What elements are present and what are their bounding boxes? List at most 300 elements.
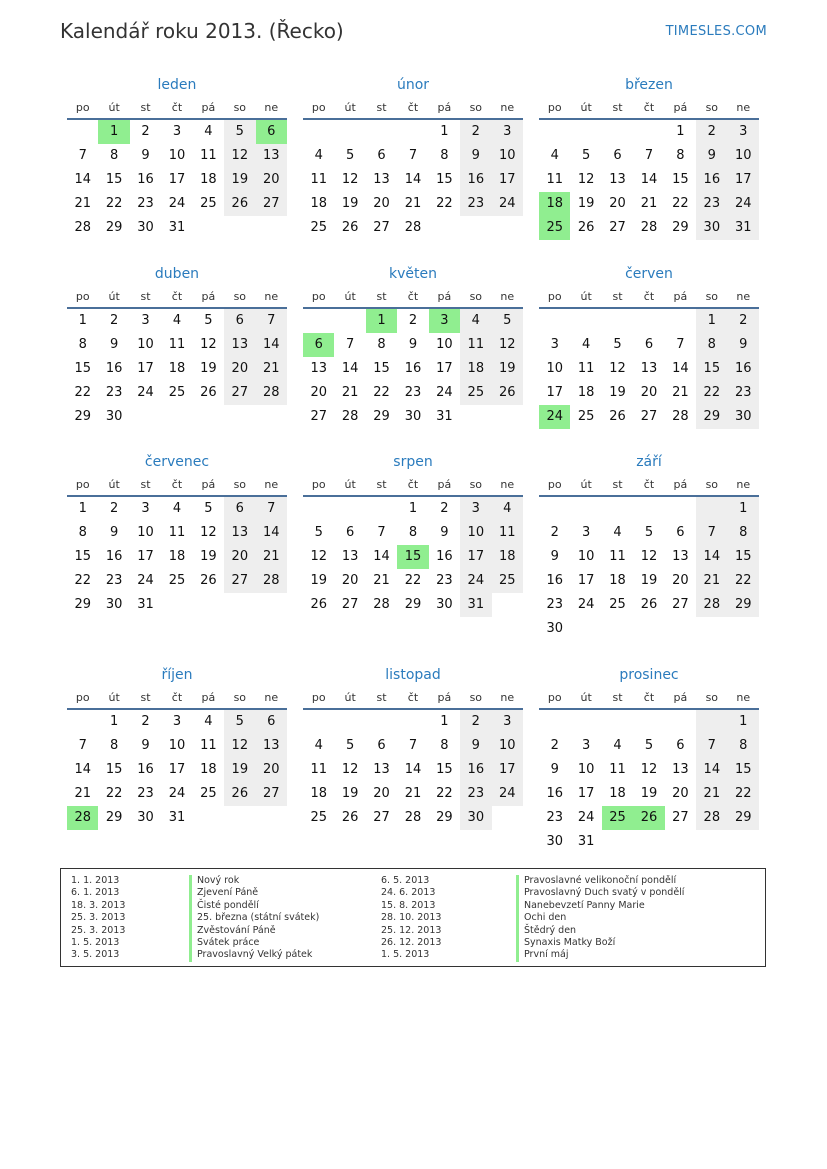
day-cell: 20 [672, 573, 689, 588]
day-cell: 20 [672, 786, 689, 801]
empty-cell [570, 710, 601, 734]
weekday-label: po [547, 290, 562, 303]
day-cell: 1 [676, 124, 685, 139]
day-cell: 10 [168, 148, 186, 163]
day-cell: 10 [577, 549, 595, 564]
day-cell: 6 [256, 710, 287, 734]
day-cell: 4 [492, 497, 523, 521]
site-link[interactable]: TIMESLES.COM [665, 24, 767, 39]
month-title: únor [396, 77, 430, 93]
day-cell: 22 [436, 196, 453, 211]
day-cell: 24 [728, 192, 759, 216]
day-cell: 29 [105, 810, 123, 825]
weekday-label: čt [643, 478, 655, 491]
weekday-header [303, 98, 523, 120]
day-cell: 21 [696, 569, 727, 593]
holiday-day-cell: 6 [256, 120, 287, 144]
day-cell: 17 [436, 361, 453, 376]
empty-cell [334, 120, 365, 144]
day-cell: 29 [728, 806, 759, 830]
day-cell: 16 [436, 549, 453, 564]
holiday-day-cell: 25 [602, 806, 633, 830]
empty-cell [334, 309, 365, 333]
day-cell: 9 [408, 337, 418, 352]
day-cell: 1 [408, 501, 418, 516]
day-cell: 6 [345, 525, 355, 540]
day-cell: 27 [672, 810, 689, 825]
day-cell: 17 [577, 786, 595, 801]
day-cell: 28 [373, 597, 390, 612]
legend-holiday-name: Nanebevzetí Panny Marie [516, 900, 684, 912]
day-cell: 20 [256, 758, 287, 782]
day-cell: 21 [404, 196, 422, 211]
month-title: listopad [385, 667, 441, 683]
day-cell: 5 [644, 525, 654, 540]
day-cell: 6 [676, 738, 685, 753]
day-cell: 9 [550, 549, 559, 564]
day-cell: 12 [609, 361, 626, 376]
day-cell: 12 [200, 337, 217, 352]
day-cell: 17 [460, 545, 491, 569]
empty-cell [67, 120, 98, 144]
day-cell: 31 [577, 834, 595, 849]
day-cell: 17 [168, 172, 186, 187]
day-cell: 29 [696, 405, 727, 429]
day-cell: 26 [224, 782, 255, 806]
legend-holiday-name: Ochi den [516, 912, 684, 924]
day-cell: 24 [137, 385, 154, 400]
day-cell: 8 [728, 521, 759, 545]
day-grid [67, 120, 287, 240]
day-cell: 15 [728, 545, 759, 569]
day-cell: 21 [373, 573, 390, 588]
day-cell: 15 [436, 762, 453, 777]
day-cell: 16 [105, 549, 123, 564]
day-cell: 26 [224, 192, 255, 216]
day-cell: 15 [105, 762, 123, 777]
day-cell: 13 [609, 172, 626, 187]
day-grid [539, 309, 759, 429]
day-cell: 24 [492, 192, 523, 216]
day-cell: 27 [640, 409, 658, 424]
day-cell: 9 [696, 144, 727, 168]
day-cell: 29 [404, 597, 422, 612]
day-cell: 3 [581, 525, 591, 540]
day-cell: 28 [341, 409, 359, 424]
day-cell: 15 [672, 172, 689, 187]
weekday-label: ne [264, 101, 279, 114]
day-cell: 20 [609, 196, 626, 211]
weekday-label: pá [437, 290, 452, 303]
day-cell: 18 [200, 172, 217, 187]
legend-names-right [516, 875, 684, 962]
day-cell: 4 [204, 714, 213, 729]
legend-holiday-name: První máj [516, 949, 684, 961]
day-cell: 26 [341, 810, 359, 825]
day-cell: 25 [492, 569, 523, 593]
empty-cell [665, 497, 696, 521]
weekday-label: po [311, 691, 326, 704]
month-title: leden [157, 77, 197, 93]
day-cell: 11 [609, 762, 626, 777]
day-cell: 16 [137, 762, 154, 777]
legend-holiday-date: 1. 5. 2013 [381, 949, 430, 961]
day-grid [303, 710, 523, 830]
empty-cell [602, 309, 633, 333]
day-cell: 14 [696, 758, 727, 782]
empty-cell [539, 120, 570, 144]
day-cell: 11 [168, 525, 186, 540]
day-cell: 6 [644, 337, 654, 352]
day-cell: 3 [172, 714, 182, 729]
month-leden [67, 72, 287, 240]
day-cell: 19 [492, 357, 523, 381]
weekday-label: po [547, 101, 562, 114]
day-cell: 1 [78, 501, 87, 516]
weekday-label: pá [437, 101, 452, 114]
day-cell: 12 [492, 333, 523, 357]
day-cell: 2 [550, 525, 559, 540]
day-cell: 16 [404, 361, 422, 376]
day-cell: 2 [550, 738, 559, 753]
legend-holiday-date: 25. 3. 2013 [71, 912, 126, 924]
day-cell: 2 [460, 710, 491, 734]
day-cell: 10 [137, 337, 154, 352]
month-březen [539, 72, 759, 240]
day-cell: 27 [373, 810, 390, 825]
weekday-label: ne [264, 691, 279, 704]
weekday-label: st [140, 691, 151, 704]
day-cell: 8 [408, 525, 418, 540]
day-cell: 22 [74, 573, 91, 588]
empty-cell [696, 497, 727, 521]
day-cell: 18 [168, 361, 186, 376]
weekday-label: út [344, 101, 356, 114]
day-cell: 11 [609, 549, 626, 564]
day-cell: 14 [74, 172, 91, 187]
empty-cell [334, 710, 365, 734]
day-cell: 17 [492, 758, 523, 782]
weekday-label: čt [171, 478, 183, 491]
day-cell: 10 [137, 525, 154, 540]
day-cell: 16 [696, 168, 727, 192]
weekday-label: so [705, 101, 719, 114]
day-cell: 22 [728, 569, 759, 593]
day-cell: 9 [460, 144, 491, 168]
day-cell: 22 [74, 385, 91, 400]
day-cell: 7 [408, 738, 418, 753]
month-title: prosinec [619, 667, 679, 683]
weekday-label: pá [673, 478, 688, 491]
weekday-label: ne [736, 478, 751, 491]
day-cell: 9 [141, 148, 150, 163]
empty-cell [696, 710, 727, 734]
day-grid [67, 710, 287, 830]
day-grid [303, 309, 523, 429]
day-cell: 4 [172, 501, 182, 516]
empty-cell [366, 497, 397, 521]
weekday-label: čt [643, 691, 655, 704]
day-cell: 29 [728, 593, 759, 617]
weekday-label: ne [736, 691, 751, 704]
legend-holiday-date: 6. 1. 2013 [71, 887, 120, 899]
day-cell: 8 [377, 337, 386, 352]
day-cell: 4 [550, 148, 559, 163]
day-cell: 27 [609, 220, 626, 235]
legend-holiday-name: Čisté pondělí [189, 900, 319, 912]
day-cell: 26 [577, 220, 595, 235]
weekday-label: st [612, 478, 623, 491]
day-cell: 8 [440, 148, 449, 163]
day-cell: 20 [341, 573, 359, 588]
day-cell: 30 [546, 621, 563, 636]
weekday-label: út [108, 691, 120, 704]
day-cell: 21 [256, 545, 287, 569]
day-cell: 18 [609, 573, 626, 588]
day-cell: 12 [310, 549, 327, 564]
weekday-label: st [140, 101, 151, 114]
day-cell: 18 [168, 549, 186, 564]
day-cell: 17 [492, 168, 523, 192]
day-cell: 23 [546, 810, 563, 825]
day-cell: 15 [105, 172, 123, 187]
weekday-header [67, 98, 287, 120]
weekday-header [67, 287, 287, 309]
day-cell: 26 [310, 597, 327, 612]
empty-cell [665, 710, 696, 734]
day-cell: 1 [78, 313, 87, 328]
day-cell: 4 [460, 309, 491, 333]
day-cell: 16 [728, 357, 759, 381]
day-cell: 3 [460, 497, 491, 521]
day-cell: 5 [204, 313, 213, 328]
day-cell: 28 [696, 806, 727, 830]
weekday-label: pá [201, 290, 216, 303]
day-cell: 2 [408, 313, 418, 328]
day-cell: 13 [672, 549, 689, 564]
weekday-label: st [376, 290, 387, 303]
month-title: červen [625, 266, 673, 282]
weekday-label: út [580, 691, 592, 704]
weekday-label: čt [407, 478, 419, 491]
legend-holiday-date: 24. 6. 2013 [381, 887, 436, 899]
day-cell: 10 [492, 734, 523, 758]
weekday-label: po [75, 290, 90, 303]
day-cell: 19 [640, 573, 658, 588]
legend-holiday-date: 1. 5. 2013 [71, 936, 120, 948]
day-cell: 7 [78, 148, 87, 163]
day-cell: 29 [74, 409, 91, 424]
day-cell: 15 [696, 357, 727, 381]
day-cell: 28 [256, 381, 287, 405]
day-cell: 27 [224, 569, 255, 593]
day-cell: 31 [728, 216, 759, 240]
day-cell: 20 [310, 385, 327, 400]
day-cell: 24 [436, 385, 453, 400]
day-cell: 6 [224, 309, 255, 333]
holiday-day-cell: 1 [366, 309, 397, 333]
day-cell: 30 [436, 597, 453, 612]
weekday-label: čt [171, 101, 183, 114]
day-cell: 26 [200, 385, 217, 400]
day-cell: 25 [310, 810, 327, 825]
day-cell: 23 [546, 597, 563, 612]
day-cell: 28 [640, 220, 658, 235]
day-cell: 6 [224, 497, 255, 521]
day-cell: 21 [74, 196, 91, 211]
day-cell: 4 [314, 738, 323, 753]
day-cell: 10 [728, 144, 759, 168]
legend-holiday-name: 25. března (státní svátek) [189, 912, 319, 924]
day-cell: 2 [728, 309, 759, 333]
weekday-label: so [469, 290, 483, 303]
day-cell: 25 [168, 573, 186, 588]
day-cell: 25 [460, 381, 491, 405]
day-cell: 27 [672, 597, 689, 612]
day-cell: 5 [644, 738, 654, 753]
day-cell: 7 [345, 337, 355, 352]
day-cell: 20 [640, 385, 658, 400]
day-cell: 4 [204, 124, 213, 139]
day-cell: 22 [373, 385, 390, 400]
legend-holiday-name: Pravoslavný Duch svatý v pondělí [516, 887, 684, 899]
day-cell: 8 [696, 333, 727, 357]
day-cell: 4 [613, 525, 622, 540]
day-cell: 24 [168, 786, 186, 801]
day-cell: 10 [460, 521, 491, 545]
legend-dates-right [381, 875, 441, 962]
day-cell: 10 [168, 738, 186, 753]
day-grid [67, 497, 287, 617]
weekday-label: so [705, 691, 719, 704]
empty-cell [633, 497, 664, 521]
day-cell: 1 [728, 710, 759, 734]
day-cell: 17 [137, 549, 154, 564]
day-cell: 11 [310, 762, 327, 777]
day-cell: 3 [141, 313, 150, 328]
day-cell: 2 [440, 501, 449, 516]
day-cell: 5 [581, 148, 591, 163]
legend-holiday-name: Svátek práce [189, 937, 319, 949]
legend-holiday-date: 26. 12. 2013 [381, 936, 442, 948]
weekday-label: po [547, 478, 562, 491]
day-cell: 30 [137, 810, 154, 825]
month-title: září [636, 454, 662, 470]
weekday-label: st [612, 691, 623, 704]
day-cell: 4 [314, 148, 323, 163]
day-cell: 30 [728, 405, 759, 429]
day-cell: 1 [440, 714, 449, 729]
day-cell: 19 [200, 549, 217, 564]
holiday-day-cell: 3 [429, 309, 460, 333]
legend-holiday-name: Zjevení Páně [189, 887, 319, 899]
month-title: březen [625, 77, 673, 93]
day-cell: 15 [74, 361, 91, 376]
day-cell: 30 [696, 216, 727, 240]
day-cell: 18 [310, 196, 327, 211]
empty-cell [602, 497, 633, 521]
day-cell: 7 [377, 525, 386, 540]
holiday-day-cell: 24 [539, 405, 570, 429]
day-cell: 14 [404, 762, 422, 777]
day-cell: 11 [200, 148, 217, 163]
day-grid [303, 120, 523, 240]
weekday-header [539, 287, 759, 309]
day-cell: 23 [460, 782, 491, 806]
day-cell: 15 [373, 361, 390, 376]
day-cell: 29 [373, 409, 390, 424]
empty-cell [303, 710, 334, 734]
day-cell: 30 [404, 409, 422, 424]
day-cell: 17 [137, 361, 154, 376]
day-cell: 30 [546, 834, 563, 849]
weekday-label: ne [500, 101, 515, 114]
day-cell: 19 [577, 196, 595, 211]
day-cell: 17 [728, 168, 759, 192]
day-cell: 21 [640, 196, 658, 211]
legend-holiday-date: 25. 3. 2013 [71, 924, 126, 936]
legend-names-left [189, 875, 319, 962]
weekday-label: ne [264, 478, 279, 491]
day-cell: 22 [105, 196, 123, 211]
day-cell: 31 [137, 597, 154, 612]
day-cell: 4 [613, 738, 622, 753]
day-cell: 22 [728, 782, 759, 806]
day-cell: 19 [200, 361, 217, 376]
day-cell: 13 [256, 734, 287, 758]
empty-cell [633, 120, 664, 144]
day-cell: 28 [404, 810, 422, 825]
day-cell: 16 [460, 758, 491, 782]
month-title: duben [154, 266, 200, 282]
day-cell: 2 [460, 120, 491, 144]
weekday-label: st [140, 478, 151, 491]
empty-cell [366, 710, 397, 734]
day-cell: 9 [109, 337, 119, 352]
day-cell: 13 [341, 549, 359, 564]
day-cell: 24 [577, 597, 595, 612]
day-cell: 10 [436, 337, 453, 352]
month-září [539, 449, 759, 641]
day-cell: 30 [105, 597, 123, 612]
day-cell: 21 [696, 782, 727, 806]
day-cell: 3 [172, 124, 182, 139]
day-cell: 2 [109, 313, 119, 328]
empty-cell [633, 710, 664, 734]
weekday-label: pá [201, 101, 216, 114]
day-cell: 21 [404, 786, 422, 801]
day-cell: 14 [672, 361, 689, 376]
day-cell: 5 [613, 337, 622, 352]
month-title: květen [389, 266, 437, 282]
day-cell: 30 [137, 220, 154, 235]
weekday-label: po [547, 691, 562, 704]
day-cell: 13 [224, 521, 255, 545]
day-cell: 26 [640, 597, 658, 612]
day-cell: 16 [137, 172, 154, 187]
day-cell: 5 [224, 710, 255, 734]
day-cell: 31 [436, 409, 453, 424]
day-cell: 1 [109, 714, 119, 729]
day-cell: 6 [676, 525, 685, 540]
day-grid [67, 309, 287, 429]
day-cell: 28 [74, 220, 91, 235]
month-prosinec [539, 662, 759, 854]
day-cell: 28 [256, 569, 287, 593]
day-cell: 30 [460, 806, 491, 830]
weekday-header [303, 475, 523, 497]
day-cell: 5 [345, 738, 355, 753]
